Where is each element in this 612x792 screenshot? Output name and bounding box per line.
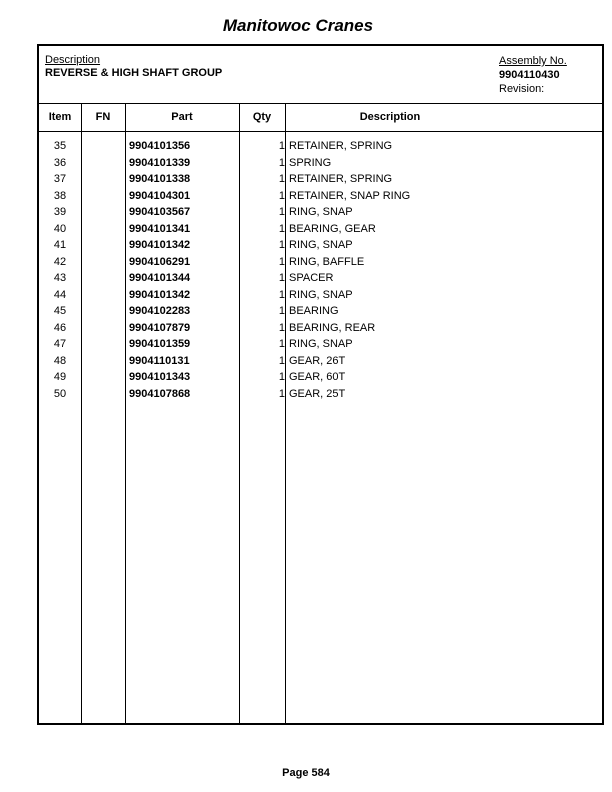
quantity: 1 xyxy=(278,354,285,367)
column-header-description: Description xyxy=(359,111,421,123)
column-header-item: Item xyxy=(48,111,72,123)
column-header-row xyxy=(39,104,602,132)
item-number: 47 xyxy=(53,338,67,350)
description-label: Description xyxy=(45,54,101,66)
part-number: 9904107868 xyxy=(129,387,191,400)
quantity: 1 xyxy=(278,173,285,185)
document-title: Manitowoc Cranes xyxy=(222,16,374,35)
quantity: 1 xyxy=(278,156,285,169)
page-number: Page 584 xyxy=(282,767,330,779)
part-description: SPACER xyxy=(289,272,334,284)
table-row xyxy=(39,155,602,172)
quantity: 1 xyxy=(278,255,285,268)
part-number: 9904101344 xyxy=(129,272,191,284)
item-number: 46 xyxy=(53,321,67,334)
assembly-number-label: Assembly No. xyxy=(499,55,567,67)
table-row xyxy=(39,270,602,287)
table-row xyxy=(39,320,602,337)
part-number: 9904101359 xyxy=(129,338,191,350)
item-number: 45 xyxy=(53,305,67,317)
item-number: 36 xyxy=(53,156,67,169)
item-number: 48 xyxy=(53,354,67,367)
part-number: 9904101356 xyxy=(129,140,191,152)
item-number: 49 xyxy=(53,371,67,383)
table-row xyxy=(39,237,602,254)
part-description: BEARING xyxy=(289,305,339,317)
part-description: RING, BAFFLE xyxy=(289,255,365,268)
part-description: GEAR, 25T xyxy=(289,387,346,400)
table-row xyxy=(39,204,602,221)
parts-table-body xyxy=(39,138,602,402)
item-number: 44 xyxy=(53,288,67,301)
part-description: SPRING xyxy=(289,156,332,169)
table-row xyxy=(39,171,602,188)
quantity: 1 xyxy=(278,222,285,235)
item-number: 39 xyxy=(53,206,67,218)
quantity: 1 xyxy=(278,387,285,400)
quantity: 1 xyxy=(278,272,285,284)
part-description: RING, SNAP xyxy=(289,206,353,218)
parts-table-frame xyxy=(37,44,604,725)
item-number: 37 xyxy=(53,173,67,185)
assembly-number-block xyxy=(499,54,567,96)
part-description: RETAINER, SPRING xyxy=(289,140,393,152)
part-description: RING, SNAP xyxy=(289,338,353,350)
table-row xyxy=(39,138,602,155)
item-number: 50 xyxy=(53,387,67,400)
part-number: 9904101342 xyxy=(129,288,191,301)
part-description: RETAINER, SNAP RING xyxy=(289,189,411,202)
column-header-fn: FN xyxy=(95,111,111,123)
part-number: 9904106291 xyxy=(129,255,191,268)
part-number: 9904107879 xyxy=(129,321,191,334)
part-number: 9904102283 xyxy=(129,305,191,317)
table-row xyxy=(39,303,602,320)
part-number: 9904104301 xyxy=(129,189,191,202)
item-number: 35 xyxy=(53,140,67,152)
part-number: 9904101342 xyxy=(129,239,191,251)
quantity: 1 xyxy=(278,338,285,350)
part-number: 9904103567 xyxy=(129,206,191,218)
quantity: 1 xyxy=(278,239,285,251)
quantity: 1 xyxy=(278,189,285,202)
item-number: 41 xyxy=(53,239,67,251)
part-number: 9904101339 xyxy=(129,156,191,169)
quantity: 1 xyxy=(278,206,285,218)
column-header-qty: Qty xyxy=(252,111,272,123)
table-row xyxy=(39,287,602,304)
table-row xyxy=(39,386,602,403)
assembly-number-value: 9904110430 xyxy=(499,69,560,81)
table-row xyxy=(39,353,602,370)
item-number: 38 xyxy=(53,189,67,202)
table-row xyxy=(39,369,602,386)
part-description: GEAR, 60T xyxy=(289,371,346,383)
item-number: 40 xyxy=(53,222,67,235)
assembly-description-block xyxy=(45,54,222,80)
description-value: REVERSE & HIGH SHAFT GROUP xyxy=(45,67,223,79)
table-row xyxy=(39,336,602,353)
part-number: 9904101341 xyxy=(129,222,191,235)
part-number: 9904101343 xyxy=(129,371,191,383)
item-number: 42 xyxy=(53,255,67,268)
quantity: 1 xyxy=(278,305,285,317)
part-number: 9904101338 xyxy=(129,173,191,185)
quantity: 1 xyxy=(278,371,285,383)
quantity: 1 xyxy=(278,140,285,152)
part-description: RING, SNAP xyxy=(289,288,353,301)
part-description: RETAINER, SPRING xyxy=(289,173,393,185)
column-header-part: Part xyxy=(171,111,193,123)
part-description: BEARING, GEAR xyxy=(289,222,376,235)
assembly-header xyxy=(39,46,602,104)
part-number: 9904110131 xyxy=(129,354,190,367)
part-description: RING, SNAP xyxy=(289,239,353,251)
part-description: BEARING, REAR xyxy=(289,321,376,334)
part-description: GEAR, 26T xyxy=(289,354,346,367)
item-number: 43 xyxy=(53,272,67,284)
revision-label: Revision: xyxy=(499,83,545,95)
quantity: 1 xyxy=(278,321,285,334)
table-row xyxy=(39,254,602,271)
quantity: 1 xyxy=(278,288,285,301)
table-row xyxy=(39,188,602,205)
table-row xyxy=(39,221,602,238)
